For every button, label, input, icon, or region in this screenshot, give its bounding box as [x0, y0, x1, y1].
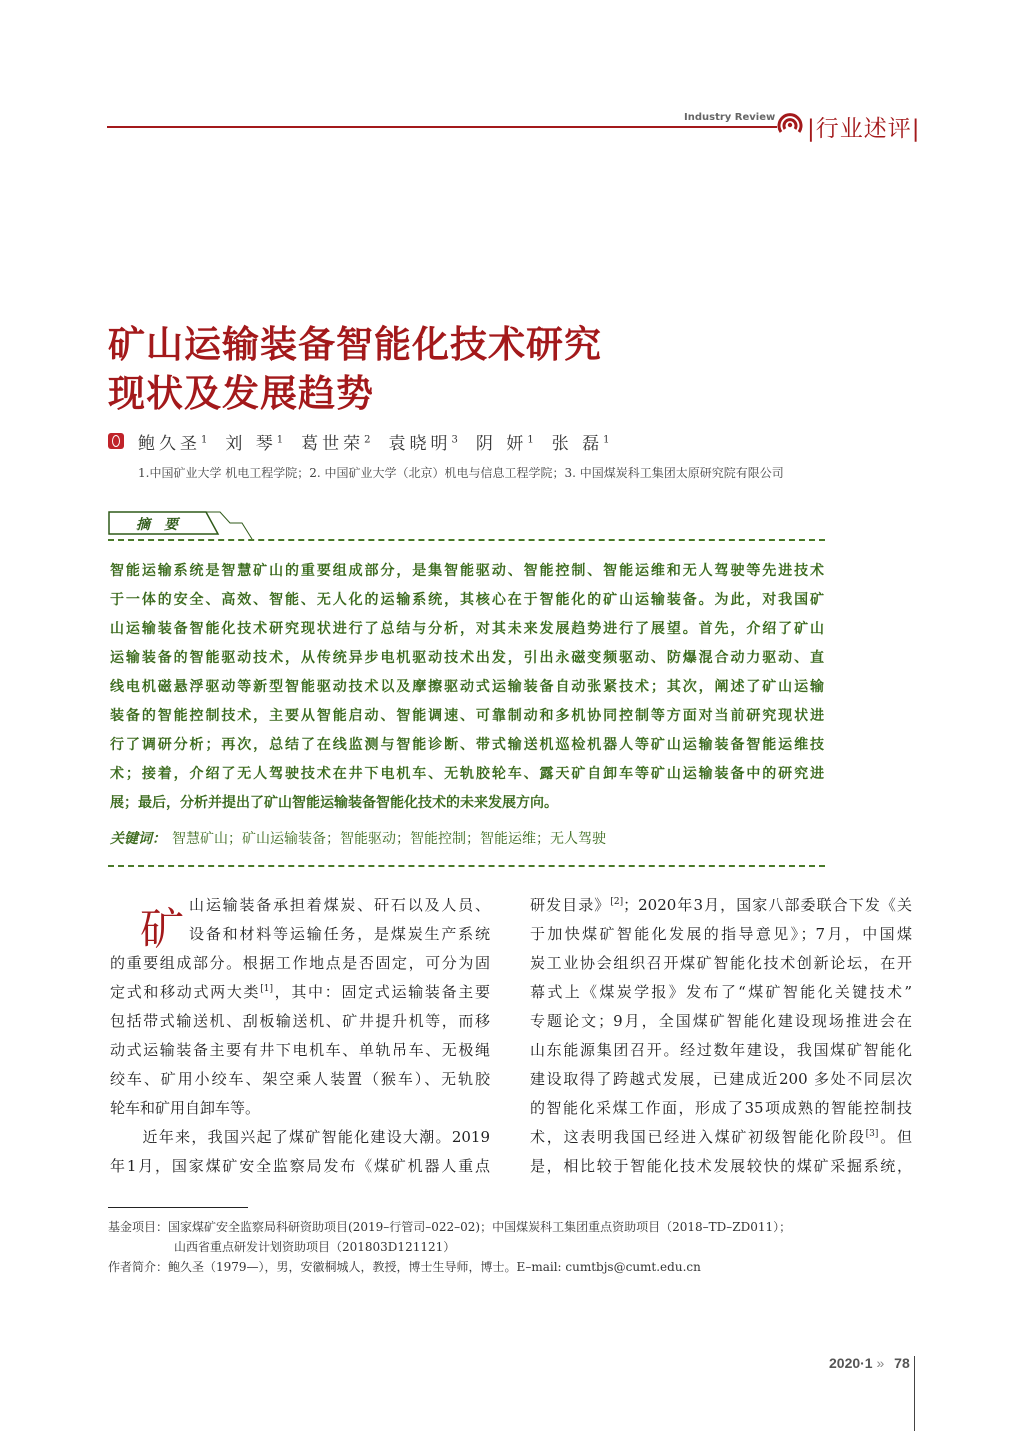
- author-bio-label: 作者简介：: [108, 1260, 169, 1274]
- abstract-line: 线电机磁悬浮驱动等新型智能驱动技术以及摩擦驱动式运输装备自动张紧技术；其次，阐述了矿山运输: [110, 679, 824, 695]
- text-run: 炭工业协会组织召开煤矿智能化技术创新论坛，在开: [530, 954, 912, 972]
- keywords-text: 智慧矿山；矿山运输装备；智能驱动；智能控制；智能运维；无人驾驶: [172, 831, 606, 847]
- page-number: 78: [894, 1355, 910, 1371]
- author-name-text: 阴 妍: [475, 434, 528, 454]
- author-name-text: 刘 琴: [225, 434, 277, 454]
- author-name: [552, 434, 610, 454]
- abstract-label: 摘要: [136, 517, 192, 533]
- body-text-line: [530, 1068, 912, 1089]
- body-text-line: [110, 1126, 490, 1147]
- author-bio: [108, 1258, 701, 1275]
- text-run: 术，这表明我国已经进入煤矿初级智能化阶段: [530, 1128, 866, 1146]
- page-footer: [829, 1355, 910, 1371]
- abstract-line: 展；最后，分析并提出了矿山智能运输装备智能化技术的未来发展方向。: [110, 795, 558, 811]
- fund-line-2: 山西省重点研发计划资助项目（201803D121121）: [174, 1240, 456, 1254]
- article-title-line-2: 现状及发展趋势: [108, 371, 374, 415]
- section-label-cn: |行业述评|: [807, 116, 921, 142]
- text-run: 的重要组成部分。根据工作地点是否固定，可分为固: [110, 954, 490, 972]
- text-run: 山运输装备承担着煤炭、矸石以及人员、: [189, 896, 490, 914]
- body-text-line: [110, 1155, 490, 1176]
- body-text-line: [189, 923, 490, 944]
- text-run: 轮车和矿用自卸车等。: [110, 1099, 261, 1117]
- abstract-bottom-divider: [108, 865, 825, 867]
- footnote-rule: [108, 1207, 248, 1208]
- abstract-line: 术；接着，介绍了无人驾驶技术在井下电机车、无轨胶轮车、露天矿自卸车等矿山运输装备中的研究进: [110, 766, 824, 782]
- citation-ref[interactable]: [2]: [610, 897, 624, 907]
- drop-cap: 矿: [140, 904, 184, 955]
- text-run: 近年来，我国兴起了煤矿智能化建设大潮。2019: [110, 1128, 490, 1146]
- author-name: [138, 434, 207, 454]
- text-run: 幕式上《煤炭学报》发布了“煤矿智能化关键技术”: [530, 983, 912, 1001]
- affiliation-ref: 1: [603, 434, 610, 446]
- affiliation-ref: 3: [451, 434, 458, 446]
- text-run: 是，相比较于智能化技术发展较快的煤矿采掘系统，: [530, 1157, 912, 1175]
- text-run: ，其中：固定式运输装备主要: [272, 983, 490, 1001]
- abstract-line: 智能运输系统是智慧矿山的重要组成部分，是集智能驱动、智能控制、智能运维和无人驾驶等先进技术: [110, 563, 824, 579]
- page-rule: [914, 1356, 915, 1431]
- arrow-icon: »: [876, 1355, 885, 1371]
- author-name: [476, 434, 534, 454]
- text-run: 专题论文；9月，全国煤矿智能化建设现场推进会在: [530, 1012, 912, 1030]
- author-name-text: 鲍久圣: [138, 434, 201, 454]
- affiliation-ref: 2: [364, 434, 371, 446]
- signal-ring-icon: [776, 112, 804, 138]
- body-text-line: [530, 923, 912, 944]
- author-name: [301, 434, 370, 454]
- text-run: 绞车、矿用小绞车、架空乘人装置（猴车）、无轨胶: [110, 1070, 490, 1088]
- text-run: 建设取得了跨越式发展，已建成近200 多处不同层次: [530, 1070, 912, 1088]
- text-run: 研发目录》: [530, 896, 611, 914]
- body-text-line: [530, 981, 912, 1002]
- author-name-text: 袁晓明: [388, 434, 452, 454]
- author-name: [389, 434, 458, 454]
- text-run: 年1月，国家煤矿安全监察局发布《煤矿机器人重点: [110, 1157, 490, 1175]
- abstract-line: 运输装备的智能驱动技术，从传统异步电机驱动技术出发，引出永磁变频驱动、防爆混合动力驱动、直: [110, 650, 824, 666]
- abstract-top-divider: [108, 539, 825, 541]
- body-text-line: [530, 952, 912, 973]
- abstract-line: 于一体的安全、高效、智能、无人化的运输系统，其核心在于智能化的矿山运输装备。为此，对我国矿: [110, 592, 824, 608]
- keywords: [110, 828, 606, 848]
- issue-number: 2020·1: [829, 1355, 873, 1371]
- author-name-text: 葛世荣: [301, 434, 365, 454]
- abstract-line: 装备的智能控制技术，主要从智能启动、智能调速、可靠制动和多机协同控制等方面对当前研究现状进: [110, 708, 824, 724]
- text-run: 设备和材料等运输任务，是煤炭生产系统: [189, 925, 490, 943]
- body-text-line: [530, 1126, 912, 1147]
- affiliation-ref: 1: [527, 434, 534, 446]
- body-text-line: [530, 1010, 912, 1031]
- text-run: 包括带式输送机、刮板输送机、矿井提升机等，而移: [110, 1012, 490, 1030]
- body-text-line: [110, 1010, 490, 1031]
- section-label-en: Industry Review: [684, 112, 776, 123]
- author-name-text: 张 磊: [551, 434, 604, 454]
- body-text-line: [530, 894, 912, 915]
- body-text-line: [189, 894, 490, 915]
- body-text-line: [110, 981, 490, 1002]
- article-title-line-1: 矿山运输装备智能化技术研究: [108, 322, 602, 366]
- author-name: [225, 434, 283, 454]
- affiliation-ref: 1: [201, 434, 208, 446]
- text-run: 于加快煤矿智能化发展的指导意见》；7月，中国煤: [530, 925, 912, 943]
- author-bio-text: 鲍久圣（1979—），男，安徽桐城人，教授，博士生导师，博士。E–mail: cumtbjs@cumt.edu.cn: [168, 1260, 701, 1274]
- text-run: 动式运输装备主要有井下电机车、单轨吊车、无极绳: [110, 1041, 490, 1059]
- body-text-line: [530, 1155, 912, 1176]
- text-run: 的智能化采煤工作面，形成了35项成熟的智能控制技: [530, 1099, 912, 1117]
- body-text-line: [110, 1097, 490, 1118]
- fund-label: 基金项目：: [108, 1220, 169, 1234]
- body-text-line: [110, 1039, 490, 1060]
- body-text-line: [530, 1039, 912, 1060]
- body-text-line: [530, 1097, 912, 1118]
- abstract-line: 行了调研分析；再次，总结了在线监测与智能诊断、带式输送机巡检机器人等矿山运输装备智能运维技: [110, 737, 824, 753]
- fund-line-1: 国家煤矿安全监察局科研资助项目(2019–行管司–022–02)；中国煤炭科工集团重点资助项目（2018–TD–ZD011）；: [168, 1220, 792, 1234]
- author-icon: [108, 433, 124, 449]
- affiliation-ref: 1: [276, 434, 284, 446]
- author-list: [108, 429, 627, 454]
- text-run: 山东能源集团召开。经过数年建设，我国煤矿智能化: [530, 1041, 912, 1059]
- abstract-line: 山运输装备智能化技术研究现状进行了总结与分析，对其未来发展趋势进行了展望。首先，介绍了矿山: [110, 621, 824, 637]
- text-run: ；2020年3月，国家八部委联合下发《关: [623, 896, 912, 914]
- keywords-label: 关键词：: [110, 831, 166, 847]
- text-run: 定式和移动式两大类: [110, 983, 261, 1001]
- citation-ref[interactable]: [1]: [260, 984, 273, 994]
- affiliations: 1.中国矿业大学 机电工程学院；2. 中国矿业大学（北京）机电与信息工程学院；3. 中国煤炭科工集团太原研究院有限公司: [138, 466, 784, 480]
- body-text-line: [110, 1068, 490, 1089]
- citation-ref[interactable]: [3]: [865, 1129, 879, 1139]
- text-run: 。但: [878, 1128, 912, 1146]
- body-text-line: [110, 952, 490, 973]
- header-rule: [107, 126, 777, 128]
- fund-info: [108, 1218, 791, 1235]
